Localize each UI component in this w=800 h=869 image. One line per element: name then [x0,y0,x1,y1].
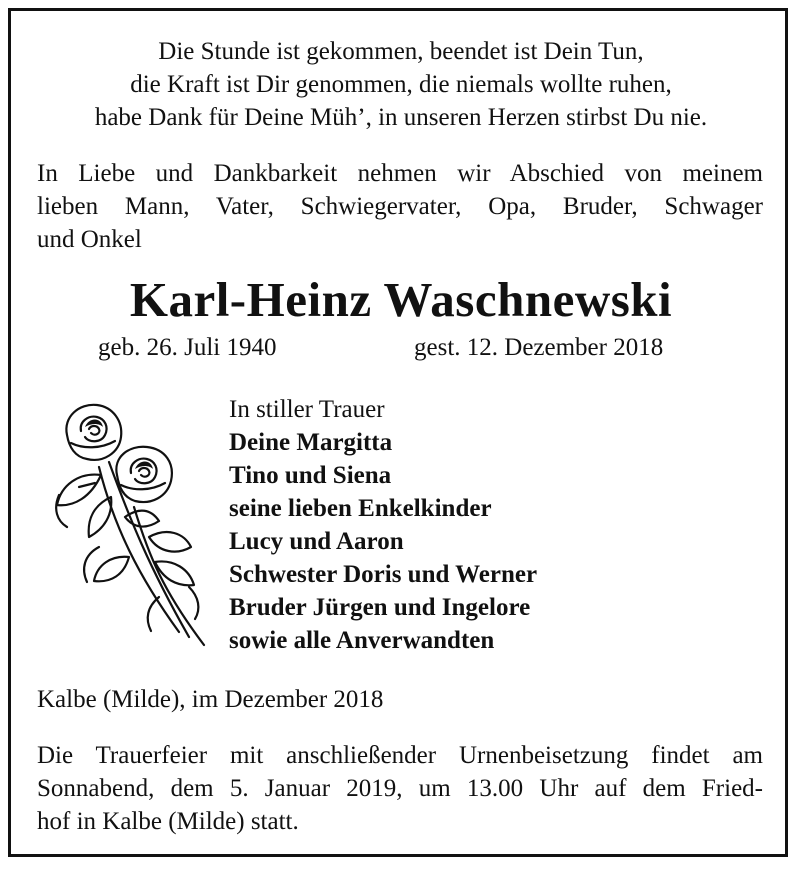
intro-line-3: und Onkel [37,226,142,253]
verse-line-3: habe Dank für Deine Müh’, in unseren Herzen stirbst Du nie. [94,104,708,131]
deceased-name: Karl-Heinz Waschnewski [129,272,673,327]
death-date: gest. 12. Dezember 2018 [414,334,664,361]
mourner-line-5: Schwester Doris und Werner [229,561,538,588]
obituary-frame [8,8,788,857]
funeral-line-1: Die Trauerfeier mit anschließender Urnenbeisetzung findet am [37,742,763,769]
verse-line-2: die Kraft ist Dir genommen, die niemals wollte ruhen, [130,71,672,98]
mourner-line-1: Deine Margitta [229,429,393,456]
funeral-line-2: Sonnabend, dem 5. Januar 2019, um 13.00 Uhr auf dem Fried- [37,775,763,802]
verse-line-1: Die Stunde ist gekommen, beendet ist Dein Tun, [158,38,644,65]
mourner-line-6: Bruder Jürgen und Ingelore [229,594,531,621]
rose-illustration-icon [39,387,229,657]
funeral-line-3: hof in Kalbe (Milde) statt. [37,808,299,835]
intro-line-1: In Liebe und Dankbarkeit nehmen wir Abschied von meinem [37,160,763,187]
mourner-line-3: seine lieben Enkelkinder [229,495,492,522]
mourners-heading: In stiller Trauer [229,396,385,423]
place-date: Kalbe (Milde), im Dezember 2018 [37,686,384,713]
mourner-line-4: Lucy und Aaron [229,528,404,555]
mourner-line-2: Tino und Siena [229,462,392,489]
intro-line-2: lieben Mann, Vater, Schwiegervater, Opa, Bruder, Schwager [37,193,763,220]
birth-date: geb. 26. Juli 1940 [98,334,277,361]
mourner-line-7: sowie alle Anverwandten [229,627,495,654]
